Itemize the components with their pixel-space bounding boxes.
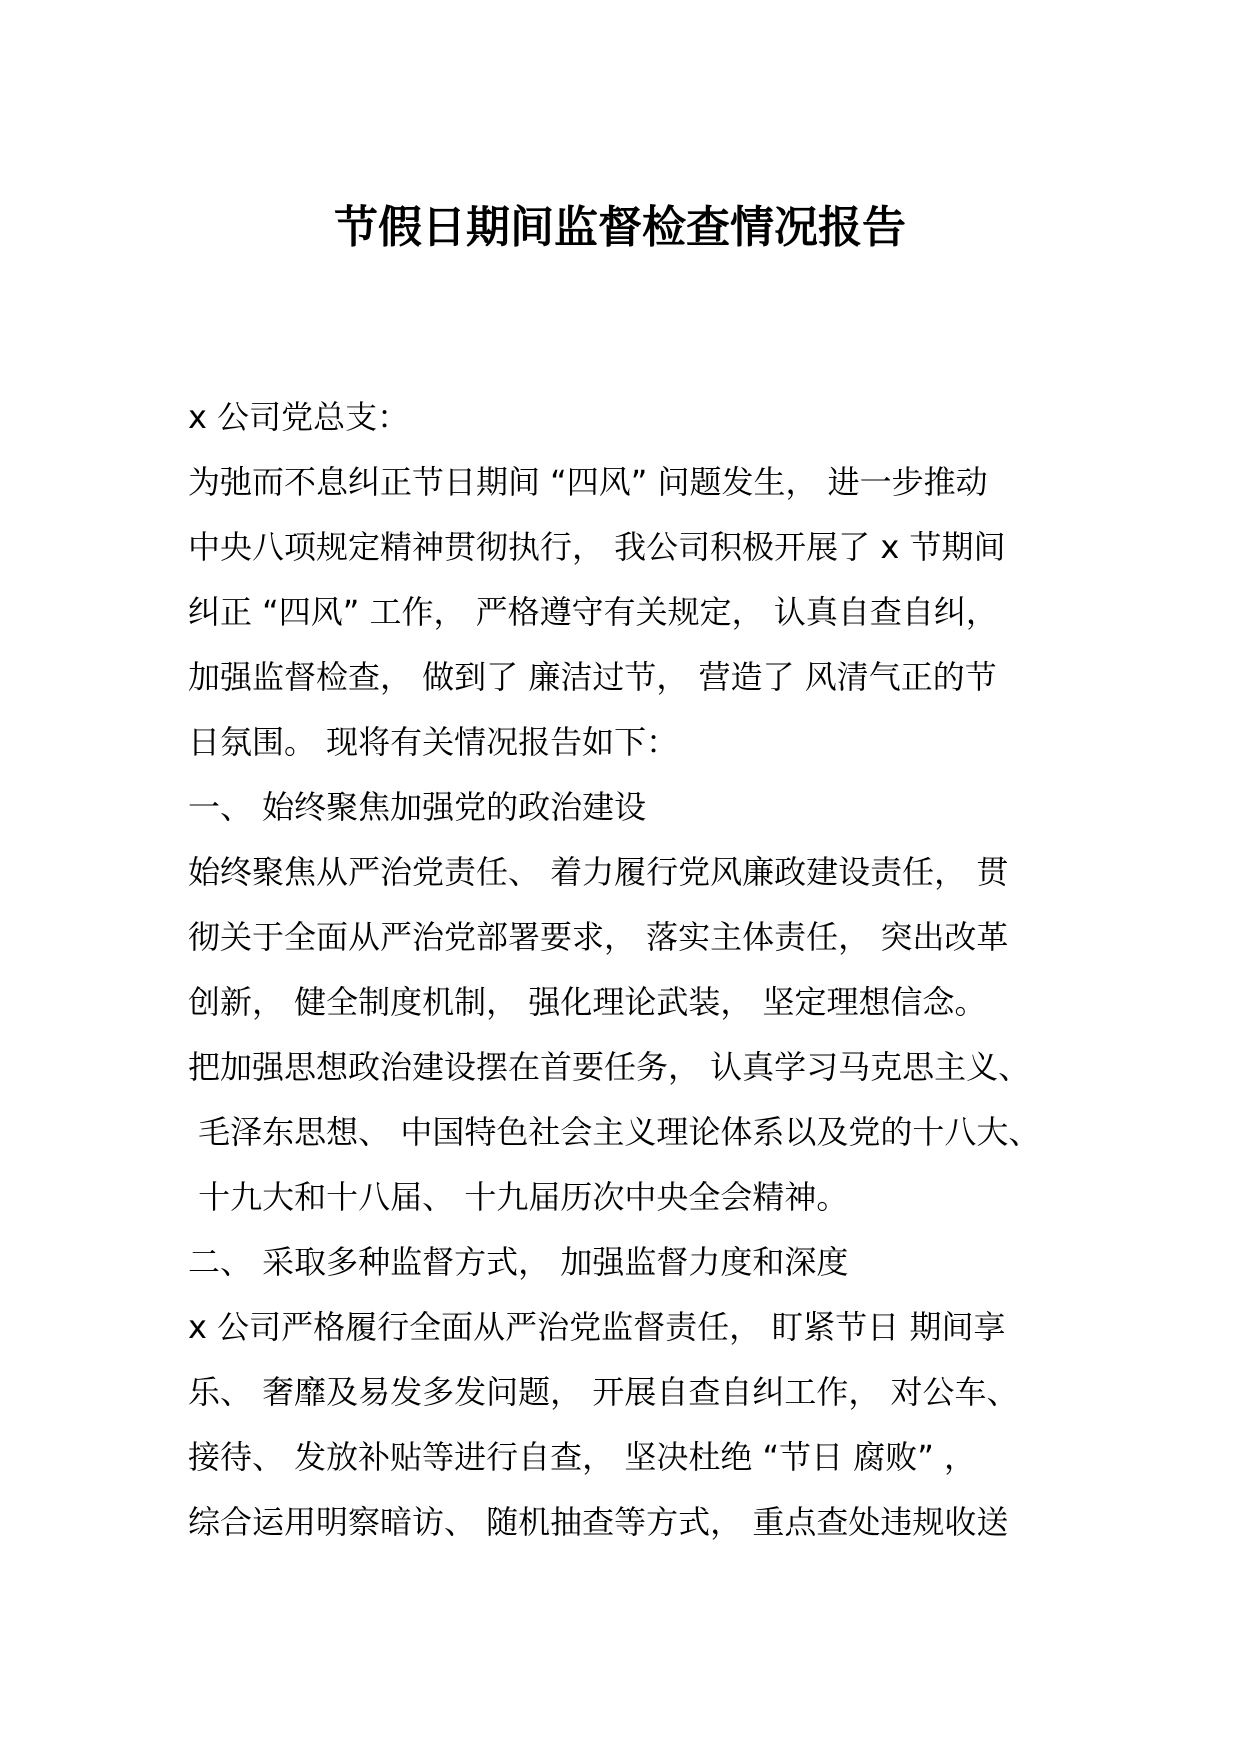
body-line: 接待、 发放补贴等进行自查， 坚决杜绝 “节日 腐败” ， — [188, 1438, 977, 1476]
body-line: 加强监督检查， 做到了 廉洁过节， 营造了 风清气正的节 — [188, 658, 997, 696]
body-line: 日氛围。 现将有关情况报告如下： — [188, 723, 679, 761]
body-line: 为弛而不息纠正节日期间 “四风” 问题发生， 进一步推动 — [188, 463, 988, 501]
body-line: 始终聚焦从严治党责任、 着力履行党风廉政建设责任， 贯 — [188, 853, 1009, 891]
body-line: 乐、 奢靡及易发多发问题， 开展自查自纠工作， 对公车、 — [188, 1373, 1019, 1411]
body-line: 把加强思想政治建设摆在首要任务， 认真学习马克思主义、 — [188, 1048, 1031, 1086]
body-line: 综合运用明察暗访、 随机抽查等方式， 重点查处违规收送 — [188, 1503, 1009, 1541]
body-line: 彻关于全面从严治党部署要求， 落实主体责任， 突出改革 — [188, 918, 1009, 956]
body-line: 创新， 健全制度机制， 强化理论武装， 坚定理想信念。 — [188, 983, 987, 1021]
body-line: 十九大和十八届、 十九届历次中央全会精神。 — [188, 1178, 849, 1216]
salutation-line: x 公司党总支： — [188, 398, 410, 436]
body-line: 毛泽东思想、 中国特色社会主义理论体系以及党的十八大、 — [188, 1113, 1041, 1151]
document-title: 节假日期间监督检查情况报告 — [334, 202, 906, 253]
section-heading-1: 一、 始终聚焦加强党的政治建设 — [188, 788, 647, 826]
document-body — [188, 385, 1088, 1555]
body-line: 纠正 “四风” 工作， 严格遵守有关规定， 认真自查自纠， — [188, 593, 998, 631]
body-line: x 公司严格履行全面从严治党监督责任， 盯紧节日 期间享 — [188, 1308, 1006, 1346]
body-line: 中央八项规定精神贯彻执行， 我公司积极开展了 x 节期间 — [188, 528, 1006, 566]
section-heading-2: 二、 采取多种监督方式， 加强监督力度和深度 — [188, 1243, 849, 1281]
